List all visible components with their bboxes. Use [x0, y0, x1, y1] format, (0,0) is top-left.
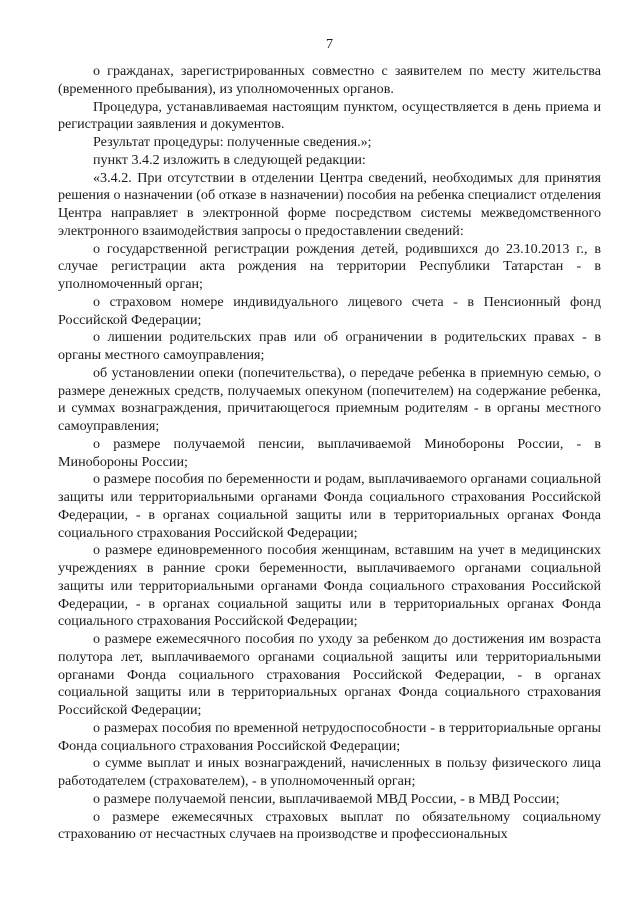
paragraph-amendment-intro: пункт 3.4.2 изложить в следующей редакции:: [93, 151, 366, 168]
document-page: [58, 36, 601, 844]
list-item-childcare-benefit: о размере ежемесячного пособия по уходу за ребенком до достижения им возраста полутора лет, выплачиваемого органами социальной защиты или территориальными органами Фонда социального страхования Российской Федерации, - в органах социальной защиты или в территориальных органах Фонда социального страхования Российской Федерации;: [58, 631, 601, 718]
list-item-disability-benefit: о размерах пособия по временной нетрудоспособности - в территориальные органы Фонда социального страхования Российской Федерации;: [58, 719, 601, 754]
list-item-insurance-payments: о размере ежемесячных страховых выплат по обязательному социальному страхованию от несчастных случаев на производстве и профессиональных: [58, 808, 601, 843]
page-number: 7: [325, 36, 334, 52]
paragraph-procedure-timing: Процедура, устанавливаемая настоящим пунктом, осуществляется в день приема и регистрации заявления и документов.: [58, 98, 601, 133]
list-item-interior-pension: о размере получаемой пенсии, выплачиваемой МВД России, - в МВД России;: [93, 790, 560, 807]
list-item-maternity-benefit: о размере пособия по беременности и родам, выплачиваемого органами социальной защиты или территориальными органами Фонда социального страхования Российской Федерации, - в органах социальной защиты или в территориальных органах Фонда социального страхования Российской Федерации;: [58, 471, 601, 541]
list-item-guardianship: об установлении опеки (попечительства), о передаче ребенка в приемную семью, о размере денежных средств, получаемых опекуном (попечителем) на содержание ребенка, и суммах вознаграждения, причитающегося приемным родителям - в органы местного самоуправления;: [58, 364, 601, 434]
paragraph-registered-citizens: о гражданах, зарегистрированных совместно с заявителем по месту жительства (временного пребывания), из уполномоченных органов.: [58, 63, 601, 97]
list-item-employer-payments: о сумме выплат и иных вознаграждений, начисленных в пользу физического лица работодателем (страхователем), - в уполномоченный орган;: [58, 755, 601, 789]
paragraph-clause-3-4-2: «3.4.2. При отсутствии в отделении Центра сведений, необходимых для принятия решения о назначении (об отказе в назначении) пособия на ребенка специалист отделения Центра направляет в электронной форме посредством системы межведомственного электронного взаимодействия запросы о предоставлении сведений:: [58, 169, 601, 239]
list-item-insurance-number: о страховом номере индивидуального лицевого счета - в Пенсионный фонд Российской Федерации;: [58, 293, 601, 328]
list-item-defense-pension: о размере получаемой пенсии, выплачиваемой Минобороны России, - в Минобороны России;: [58, 435, 601, 470]
list-item-parental-rights: о лишении родительских прав или об ограничении в родительских правах - в органы местного самоуправления;: [58, 329, 601, 363]
list-item-birth-registration: о государственной регистрации рождения детей, родившихся до 23.10.2013 г., в случае регистрации акта рождения на территории Республики Татарстан - в уполномоченный орган;: [58, 240, 601, 292]
paragraph-procedure-result: Результат процедуры: полученные сведения.»;: [93, 134, 372, 150]
list-item-early-pregnancy-benefit: о размере единовременного пособия женщинам, вставшим на учет в медицинских учреждениях в ранние сроки беременности, выплачиваемого органами социальной защиты или территориальными органами Фонда социального страхования Российской Федерации, - в органах социальной защиты или в территориальных органах Фонда социального страхования Российской Федерации;: [58, 542, 601, 630]
